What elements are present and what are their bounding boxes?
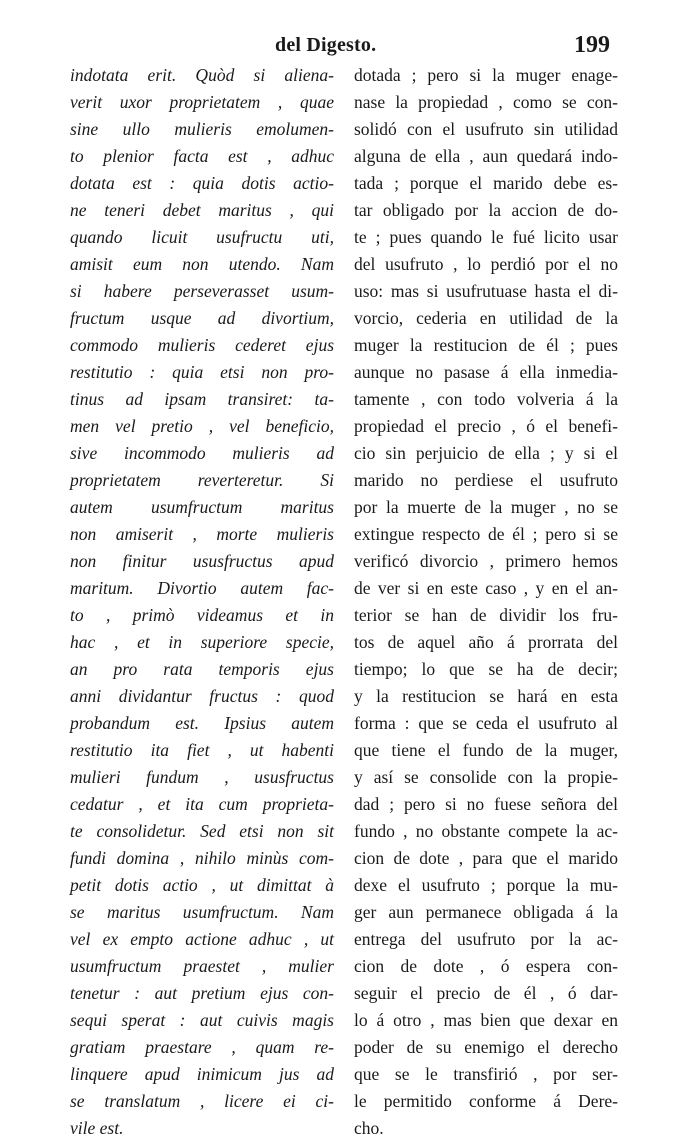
latin-text-line: vile est.: [70, 1118, 124, 1138]
spanish-text-line: le permitido conforme á Dere-: [354, 1091, 618, 1111]
latin-text-line: maritum. Divortio autem fac-: [70, 578, 334, 598]
spanish-text-line: cion de dote , ó espera con-: [354, 956, 618, 976]
latin-text-line: si habere perseverasset usum-: [70, 281, 334, 301]
latin-text-line: quando licuit usufructu uti,: [70, 227, 334, 247]
spanish-text-line: dotada ; pero si la muger enage-: [354, 65, 618, 85]
latin-text-line: restitutio ita fiet , ut habenti: [70, 740, 334, 760]
latin-text-line: ne teneri debet maritus , qui: [70, 200, 334, 220]
latin-text-line: men vel pretio , vel beneficio,: [70, 416, 334, 436]
latin-text-line: indotata erit. Quòd si aliena-: [70, 65, 334, 85]
spanish-text-line: nase la propiedad , como se con-: [354, 92, 618, 112]
spanish-text-line: tar obligado por la accion de do-: [354, 200, 618, 220]
spanish-text-line: uso: mas si usufrutuase hasta el di-: [354, 281, 618, 301]
latin-text-line: petit dotis actio , ut dimittat à: [70, 875, 334, 895]
spanish-text-line: del usufruto , lo perdió por el no: [354, 254, 618, 274]
latin-text-line: autem usumfructum maritus: [70, 497, 334, 517]
spanish-text-column: [354, 62, 618, 1142]
latin-text-line: tenetur : aut pretium ejus con-: [70, 983, 334, 1003]
spanish-text-line: cio sin perjuicio de ella ; y si el: [354, 443, 618, 463]
latin-text-line: amisit eum non utendo. Nam: [70, 254, 334, 274]
spanish-text-line: tos de aquel año á prorrata del: [354, 632, 618, 652]
spanish-text-line: de ver si en este caso , y en el an-: [354, 578, 618, 598]
latin-text-line: proprietatem reverteretur. Si: [70, 470, 334, 490]
latin-text-line: sequi sperat : aut cuivis magis: [70, 1010, 334, 1030]
spanish-text-line: seguir el precio de él , ó dar-: [354, 983, 618, 1003]
spanish-text-line: te ; pues quando le fué licito usar: [354, 227, 618, 247]
spanish-text-line: muger la restitucion de él ; pues: [354, 335, 618, 355]
spanish-text-line: tiempo; lo que se ha de decir;: [354, 659, 618, 679]
latin-text-line: fundi domina , nihilo minùs com-: [70, 848, 334, 868]
latin-text-line: restitutio : quia etsi non pro-: [70, 362, 334, 382]
latin-text-column: [70, 62, 334, 1142]
latin-text-line: to , primò videamus et in: [70, 605, 334, 625]
spanish-text-line: vorcio, cederia en utilidad de la: [354, 308, 618, 328]
spanish-text-line: alguna de ella , aun quedará indo-: [354, 146, 618, 166]
spanish-text-line: tamente , con todo volveria á la: [354, 389, 618, 409]
latin-text-line: sine ullo mulieris emolumen-: [70, 119, 334, 139]
latin-text-line: non amiserit , morte mulieris: [70, 524, 334, 544]
spanish-text-line: que tiene el fundo de la muger,: [354, 740, 618, 760]
latin-text-line: cedatur , et ita cum proprieta-: [70, 794, 334, 814]
latin-text-line: tinus ad ipsam transiret: ta-: [70, 389, 334, 409]
spanish-text-line: tada ; porque el marido debe es-: [354, 173, 618, 193]
spanish-text-line: y la restitucion se hará en esta: [354, 686, 618, 706]
latin-text-line: se maritus usumfructum. Nam: [70, 902, 334, 922]
spanish-text-line: propiedad el precio , ó el benefi-: [354, 416, 618, 436]
latin-text-line: te consolidetur. Sed etsi non sit: [70, 821, 334, 841]
spanish-text-line: y así se consolide con la propie-: [354, 767, 618, 787]
spanish-text-line: dexe el usufruto ; porque la mu-: [354, 875, 618, 895]
spanish-text-line: verificó divorcio , primero hemos: [354, 551, 618, 571]
latin-text-line: sive incommodo mulieris ad: [70, 443, 334, 463]
spanish-text-line: entrega del usufruto por la ac-: [354, 929, 618, 949]
spanish-text-line: cion de dote , para que el marido: [354, 848, 618, 868]
latin-text-line: anni dividantur fructus : quod: [70, 686, 334, 706]
latin-text-line: non finitur ususfructus apud: [70, 551, 334, 571]
spanish-text-line: extingue respecto de él ; pero si se: [354, 524, 618, 544]
latin-text-line: dotata est : quia dotis actio-: [70, 173, 334, 193]
spanish-text-line: terior se han de dividir los fru-: [354, 605, 618, 625]
spanish-text-line: cho.: [354, 1118, 384, 1138]
spanish-text-line: por la muerte de la muger , no se: [354, 497, 618, 517]
latin-text-line: se translatum , licere ei ci-: [70, 1091, 334, 1111]
spanish-text-line: fundo , no obstante compete la ac-: [354, 821, 618, 841]
spanish-text-line: forma : que se ceda el usufruto al: [354, 713, 618, 733]
latin-text-line: commodo mulieris cederet ejus: [70, 335, 334, 355]
page-number: 199: [574, 32, 610, 58]
latin-text-line: mulieri fundum , ususfructus: [70, 767, 334, 787]
spanish-text-line: lo á otro , mas bien que dexar en: [354, 1010, 618, 1030]
spanish-text-line: solidó con el usufruto sin utilidad: [354, 119, 618, 139]
latin-text-line: to plenior facta est , adhuc: [70, 146, 334, 166]
latin-text-line: vel ex empto actione adhuc , ut: [70, 929, 334, 949]
spanish-text-line: poder de su enemigo el derecho: [354, 1037, 618, 1057]
latin-text-line: hac , et in superiore specie,: [70, 632, 334, 652]
latin-text-line: verit uxor proprietatem , quae: [70, 92, 334, 112]
latin-text-line: probandum est. Ipsius autem: [70, 713, 334, 733]
spanish-text-line: que se le transfirió , por ser-: [354, 1064, 618, 1084]
spanish-text-line: dad ; pero si no fuese señora del: [354, 794, 618, 814]
latin-text-line: an pro rata temporis ejus: [70, 659, 334, 679]
latin-text-line: fructum usque ad divortium,: [70, 308, 334, 328]
page-header: [0, 26, 682, 66]
spanish-text-line: aunque no pasase á ella inmedia-: [354, 362, 618, 382]
spanish-text-line: ger aun permanece obligada á la: [354, 902, 618, 922]
running-title: del Digesto.: [275, 34, 377, 56]
latin-text-line: gratiam praestare , quam re-: [70, 1037, 334, 1057]
spanish-text-line: marido no perdiese el usufruto: [354, 470, 618, 490]
latin-text-line: usumfructum praestet , mulier: [70, 956, 334, 976]
latin-text-line: linquere apud inimicum jus ad: [70, 1064, 334, 1084]
